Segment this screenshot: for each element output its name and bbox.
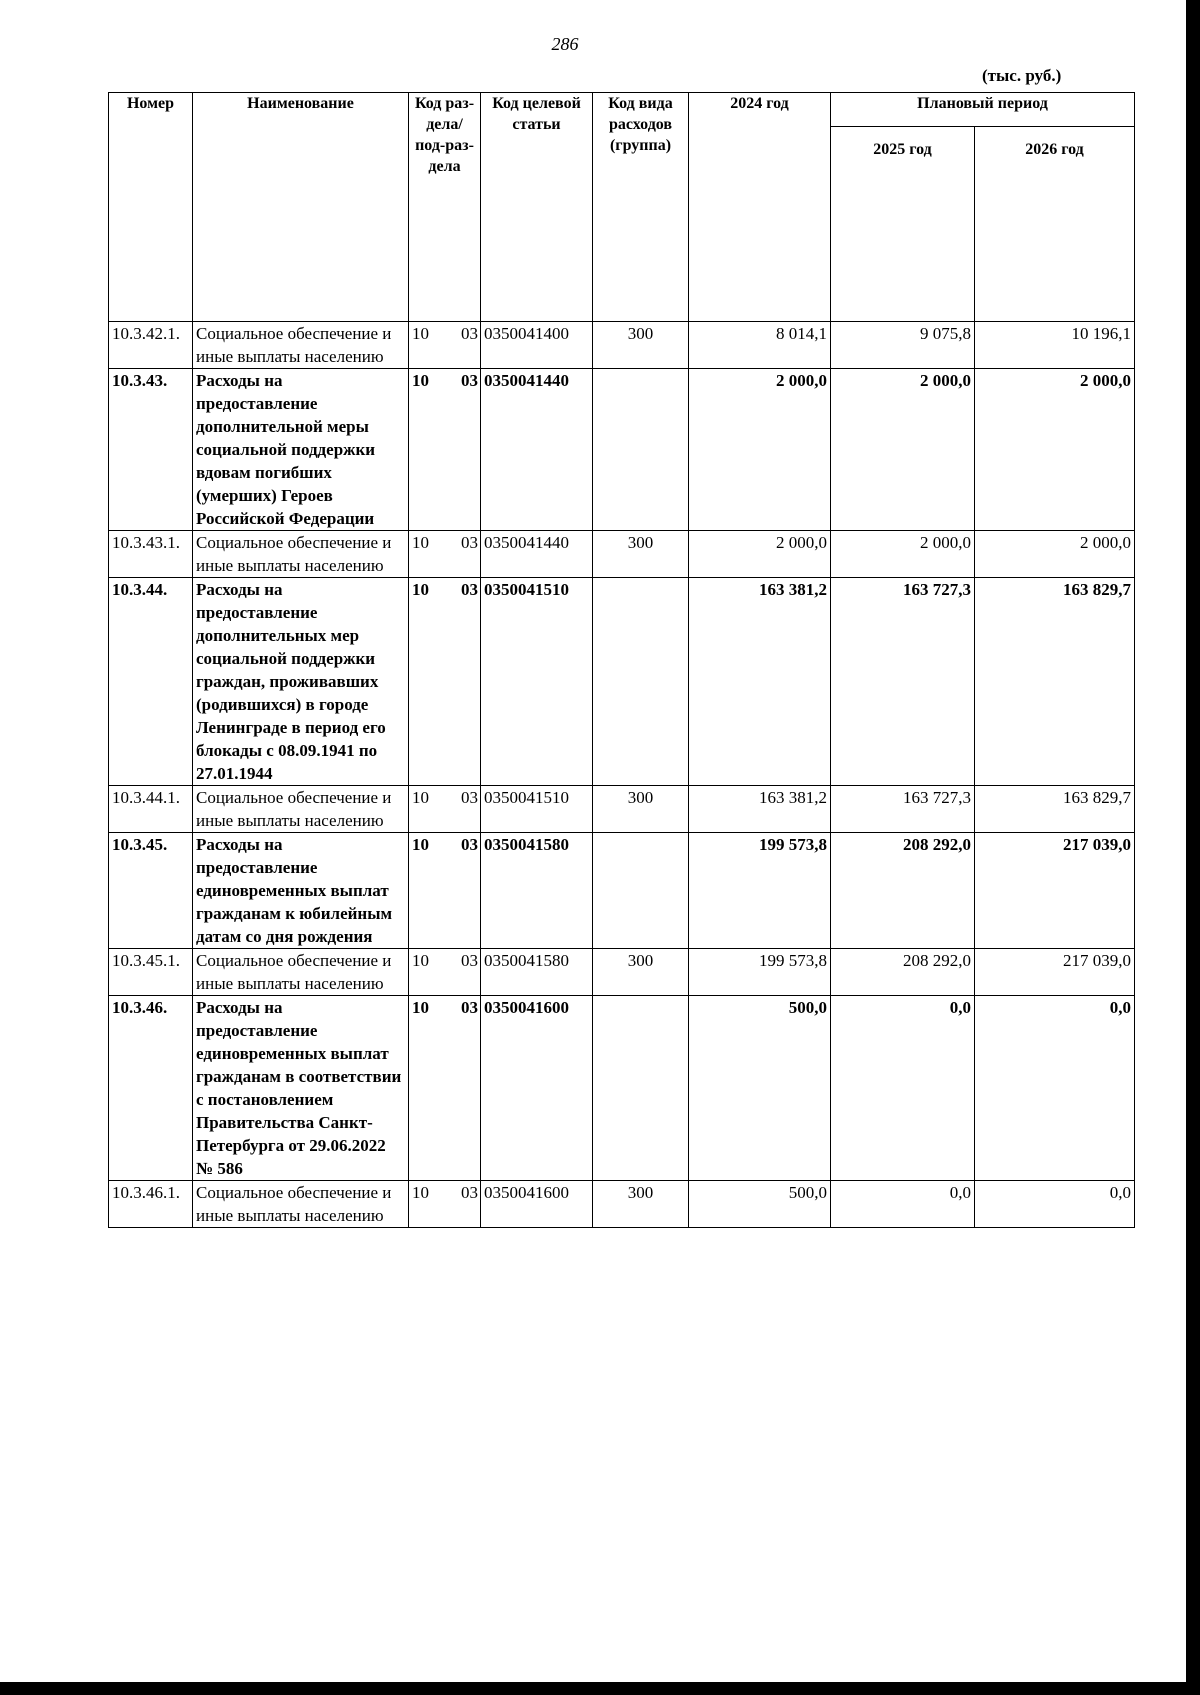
row-target-code: 0350041580 — [481, 949, 593, 996]
row-amount-2024: 199 573,8 — [689, 949, 831, 996]
row-expense-type: 300 — [593, 786, 689, 833]
section-code: 10 — [412, 1183, 429, 1202]
subsection-code: 03 — [461, 371, 478, 390]
subsection-code: 03 — [461, 324, 478, 343]
section-code: 10 — [412, 788, 429, 807]
row-number: 10.3.43. — [109, 369, 193, 531]
row-number: 10.3.42.1. — [109, 322, 193, 369]
table-row — [109, 322, 1135, 369]
row-number: 10.3.45. — [109, 833, 193, 949]
row-amount-2024: 199 573,8 — [689, 833, 831, 949]
section-code: 10 — [412, 533, 429, 552]
row-amount-2025: 9 075,8 — [831, 322, 975, 369]
row-number: 10.3.44.1. — [109, 786, 193, 833]
header-name: Наименование — [193, 93, 409, 322]
subsection-code: 03 — [461, 951, 478, 970]
table-row — [109, 949, 1135, 996]
row-section-code — [409, 531, 481, 578]
row-amount-2026: 217 039,0 — [975, 833, 1135, 949]
row-amount-2026: 217 039,0 — [975, 949, 1135, 996]
row-target-code: 0350041600 — [481, 1181, 593, 1228]
subsection-code: 03 — [461, 998, 478, 1017]
row-target-code: 0350041440 — [481, 369, 593, 531]
table-row — [109, 996, 1135, 1181]
row-name: Расходы на предоставление дополнительной меры социальной поддержки вдовам погибших (умерших) Героев Российской Федерации — [193, 369, 409, 531]
row-amount-2025: 208 292,0 — [831, 949, 975, 996]
header-year-2025: 2025 год — [831, 127, 975, 322]
section-code: 10 — [412, 951, 429, 970]
row-name: Социальное обеспечение и иные выплаты населению — [193, 949, 409, 996]
row-amount-2025: 2 000,0 — [831, 369, 975, 531]
row-amount-2024: 2 000,0 — [689, 531, 831, 578]
header-year-2026: 2026 год — [975, 127, 1135, 322]
row-amount-2026: 2 000,0 — [975, 531, 1135, 578]
row-number: 10.3.45.1. — [109, 949, 193, 996]
row-amount-2025: 0,0 — [831, 996, 975, 1181]
page-number: 286 — [551, 34, 579, 54]
table-body — [109, 322, 1135, 1228]
row-amount-2026: 0,0 — [975, 1181, 1135, 1228]
row-section-code — [409, 322, 481, 369]
section-code: 10 — [412, 371, 429, 390]
row-expense-type: 300 — [593, 949, 689, 996]
row-expense-type — [593, 833, 689, 949]
subsection-code: 03 — [461, 533, 478, 552]
section-code: 10 — [412, 324, 429, 343]
header-number: Номер — [109, 93, 193, 322]
row-expense-type — [593, 578, 689, 786]
header-planned-period: Плановый период — [831, 93, 1135, 127]
row-target-code: 0350041600 — [481, 996, 593, 1181]
row-target-code: 0350041400 — [481, 322, 593, 369]
subsection-code: 03 — [461, 580, 478, 599]
row-name: Расходы на предоставление единовременных выплат гражданам в соответствии с постановлением Правительства Санкт-Петербурга от 29.06.2022 № 586 — [193, 996, 409, 1181]
row-amount-2026: 10 196,1 — [975, 322, 1135, 369]
units-label: (тыс. руб.) — [982, 66, 1062, 85]
row-target-code: 0350041440 — [481, 531, 593, 578]
row-amount-2025: 163 727,3 — [831, 786, 975, 833]
section-code: 10 — [412, 580, 429, 599]
row-name: Расходы на предоставление дополнительных мер социальной поддержки граждан, проживавших (родившихся) в городе Ленинграде в период его блокады с 08.09.1941 по 27.01.1944 — [193, 578, 409, 786]
row-amount-2024: 163 381,2 — [689, 578, 831, 786]
row-number: 10.3.43.1. — [109, 531, 193, 578]
header-year-2024: 2024 год — [689, 93, 831, 322]
row-amount-2026: 0,0 — [975, 996, 1135, 1181]
row-name: Социальное обеспечение и иные выплаты населению — [193, 1181, 409, 1228]
row-amount-2025: 2 000,0 — [831, 531, 975, 578]
row-section-code — [409, 1181, 481, 1228]
row-expense-type: 300 — [593, 531, 689, 578]
row-target-code: 0350041510 — [481, 578, 593, 786]
row-amount-2025: 163 727,3 — [831, 578, 975, 786]
row-name: Социальное обеспечение и иные выплаты населению — [193, 322, 409, 369]
row-amount-2024: 500,0 — [689, 996, 831, 1181]
header-target-code: Код целевой статьи — [481, 93, 593, 322]
scan-edge-right — [1186, 0, 1200, 1695]
row-expense-type: 300 — [593, 322, 689, 369]
subsection-code: 03 — [461, 788, 478, 807]
table-row — [109, 531, 1135, 578]
table-row — [109, 786, 1135, 833]
row-section-code — [409, 833, 481, 949]
section-code: 10 — [412, 835, 429, 854]
row-number: 10.3.46. — [109, 996, 193, 1181]
row-amount-2025: 0,0 — [831, 1181, 975, 1228]
row-name: Социальное обеспечение и иные выплаты населению — [193, 786, 409, 833]
row-expense-type: 300 — [593, 1181, 689, 1228]
row-section-code — [409, 949, 481, 996]
header-section-code: Код раз-дела/ под-раз-дела — [409, 93, 481, 322]
header-expense-type: Код вида расходов (группа) — [593, 93, 689, 322]
row-section-code — [409, 786, 481, 833]
table-row — [109, 369, 1135, 531]
row-amount-2026: 163 829,7 — [975, 578, 1135, 786]
row-number: 10.3.46.1. — [109, 1181, 193, 1228]
row-amount-2024: 2 000,0 — [689, 369, 831, 531]
row-name: Социальное обеспечение и иные выплаты населению — [193, 531, 409, 578]
row-amount-2026: 2 000,0 — [975, 369, 1135, 531]
row-number: 10.3.44. — [109, 578, 193, 786]
row-name: Расходы на предоставление единовременных выплат гражданам к юбилейным датам со дня рождения — [193, 833, 409, 949]
row-amount-2026: 163 829,7 — [975, 786, 1135, 833]
row-target-code: 0350041510 — [481, 786, 593, 833]
row-expense-type — [593, 996, 689, 1181]
row-section-code — [409, 996, 481, 1181]
subsection-code: 03 — [461, 835, 478, 854]
table-row — [109, 833, 1135, 949]
row-amount-2024: 500,0 — [689, 1181, 831, 1228]
row-amount-2024: 163 381,2 — [689, 786, 831, 833]
row-section-code — [409, 578, 481, 786]
row-target-code: 0350041580 — [481, 833, 593, 949]
row-section-code — [409, 369, 481, 531]
row-amount-2025: 208 292,0 — [831, 833, 975, 949]
scan-edge-bottom — [0, 1682, 1200, 1695]
row-expense-type — [593, 369, 689, 531]
table-row — [109, 1181, 1135, 1228]
row-amount-2024: 8 014,1 — [689, 322, 831, 369]
budget-table — [108, 92, 1135, 1228]
section-code: 10 — [412, 998, 429, 1017]
table-row — [109, 578, 1135, 786]
subsection-code: 03 — [461, 1183, 478, 1202]
